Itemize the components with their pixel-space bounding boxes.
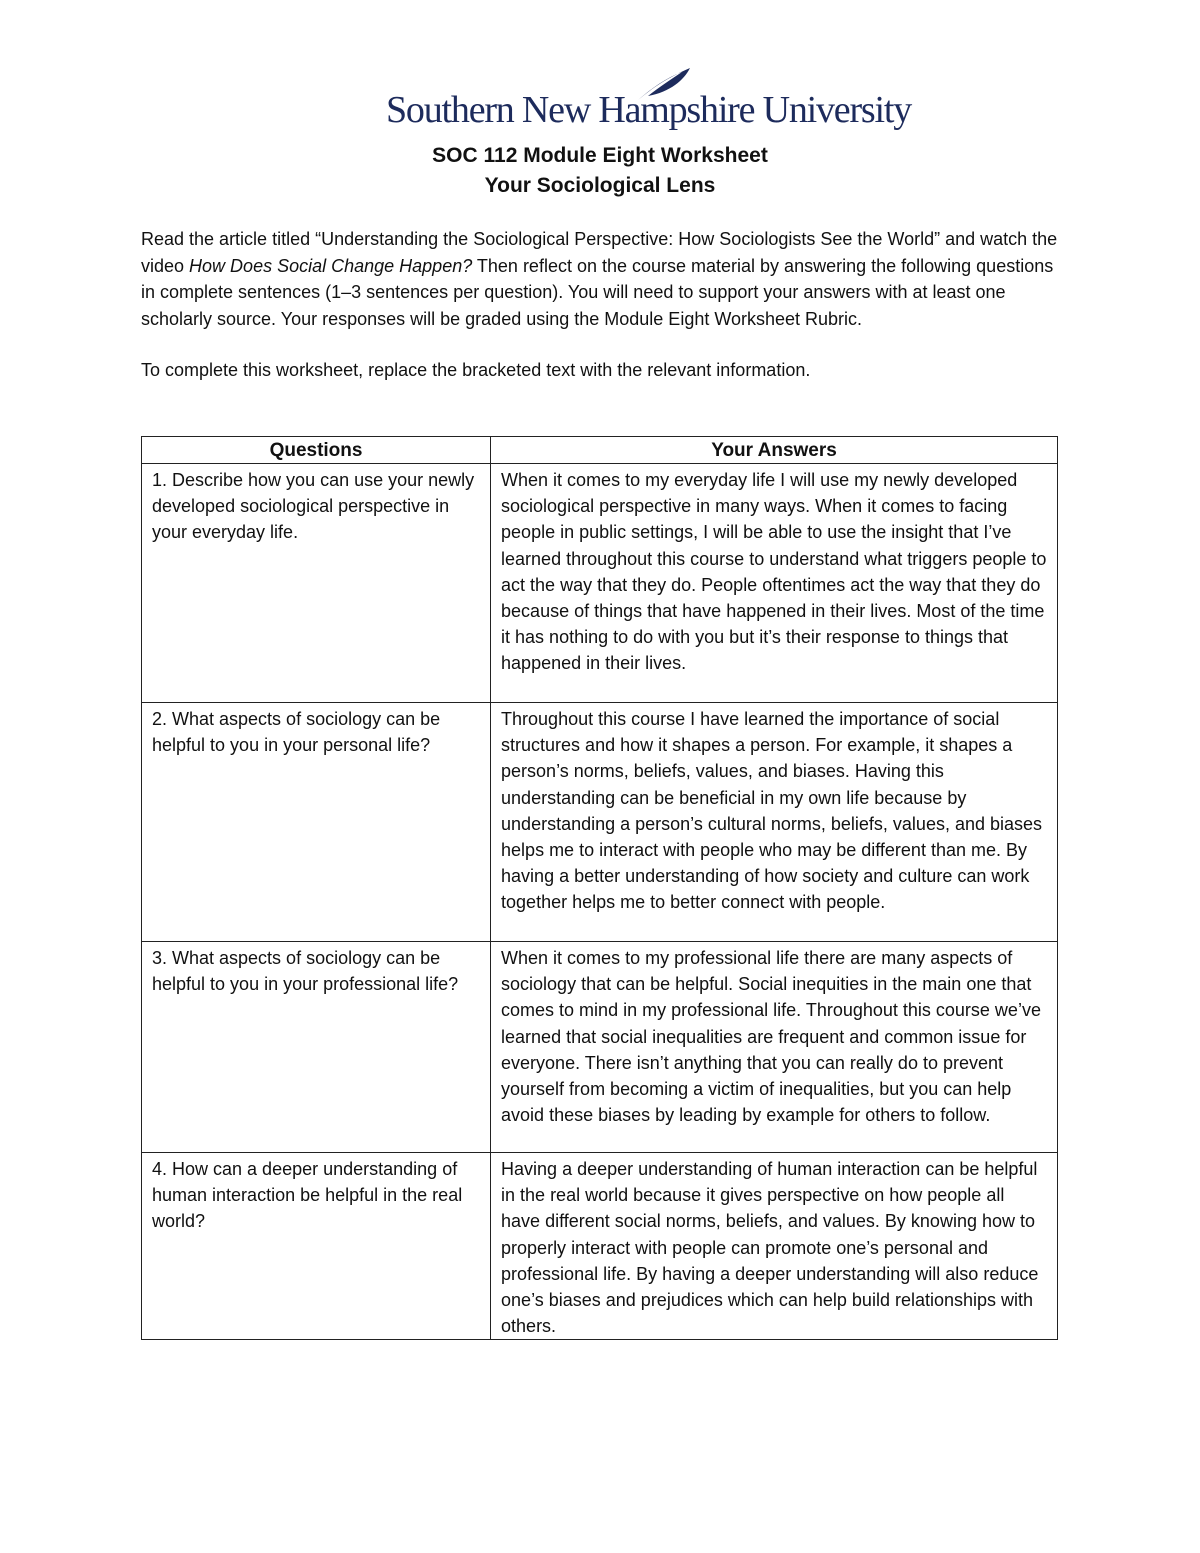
video-title: How Does Social Change Happen? <box>189 255 473 276</box>
answer-cell[interactable]: Having a deeper understanding of human interaction can be helpful in the real world because it gives perspective on how people all have different social norms, beliefs, and values. By knowing how to properly interact with people can promote one’s personal and professional life. By having a deeper understanding will also reduce one’s biases and prejudices which can help build relationships with others. <box>491 1153 1058 1340</box>
instructions-text-start: Read the article titled “Understanding the Sociological Perspective: How Sociologists See the World” and watch the video <box>141 229 1058 276</box>
table-row <box>142 942 1058 1153</box>
questions-table <box>141 436 1058 1340</box>
answers-header: Your Answers <box>491 437 1058 464</box>
page-subtitle: Your Sociological Lens <box>484 174 716 197</box>
completion-note: To complete this worksheet, replace the bracketed text with the relevant information. <box>141 360 811 380</box>
university-logo <box>386 66 912 140</box>
questions-header: Questions <box>142 437 491 464</box>
question-cell: 1. Describe how you can use your newly developed sociological perspective in your everyday life. <box>142 464 491 703</box>
table-row <box>142 464 1058 703</box>
question-cell: 3. What aspects of sociology can be helpful to you in your professional life? <box>142 942 491 1153</box>
question-cell: 4. How can a deeper understanding of human interaction be helpful in the real world? <box>142 1153 491 1340</box>
page-title: SOC 112 Module Eight Worksheet <box>432 144 768 167</box>
table-row <box>142 703 1058 942</box>
title-block <box>0 141 1200 201</box>
instructions-paragraph <box>141 226 1071 332</box>
table-row <box>142 1153 1058 1340</box>
answer-cell[interactable]: When it comes to my everyday life I will use my newly developed sociological perspective in many ways. When it comes to facing people in public settings, I will be able to use the insight that I’ve learned throughout this course to understand what triggers people to act the way that they do. People oftentimes act the way that they do because of things that have happened in their lives. Most of the time it has nothing to do with you but it’s their response to things that happened in their lives. <box>491 464 1058 703</box>
table-header-row <box>142 437 1058 464</box>
answer-cell[interactable]: Throughout this course I have learned the importance of social structures and how it shapes a person. For example, it shapes a person’s norms, beliefs, values, and biases. Having this understanding can be beneficial in my own life because by understanding a person’s cultural norms, beliefs, values, and biases helps me to interact with people who may be different than me. By having a better understanding of how society and culture can work together helps me to better connect with people. <box>491 703 1058 942</box>
question-cell: 2. What aspects of sociology can be helpful to you in your personal life? <box>142 703 491 942</box>
logo-wordmark: Southern New Hampshire University <box>386 89 912 131</box>
answer-cell[interactable]: When it comes to my professional life there are many aspects of sociology that can be helpful. Social inequities in the main one that comes to mind in my professional life. Throughout this course we’ve learned that social inequalities are frequent and common issue for everyone. There isn’t anything that you can really do to prevent yourself from becoming a victim of inequalities, but you can help avoid these biases by leading by example for others to follow. <box>491 942 1058 1153</box>
instructions <box>141 226 1071 409</box>
instructions-text-end: Then reflect on the course material by answering the following questions in complete sentences (1–3 sentences per question). You will need to support your answers with at least one scholarly source. Your responses will be graded using the Module Eight Worksheet Rubric. <box>141 255 1054 329</box>
